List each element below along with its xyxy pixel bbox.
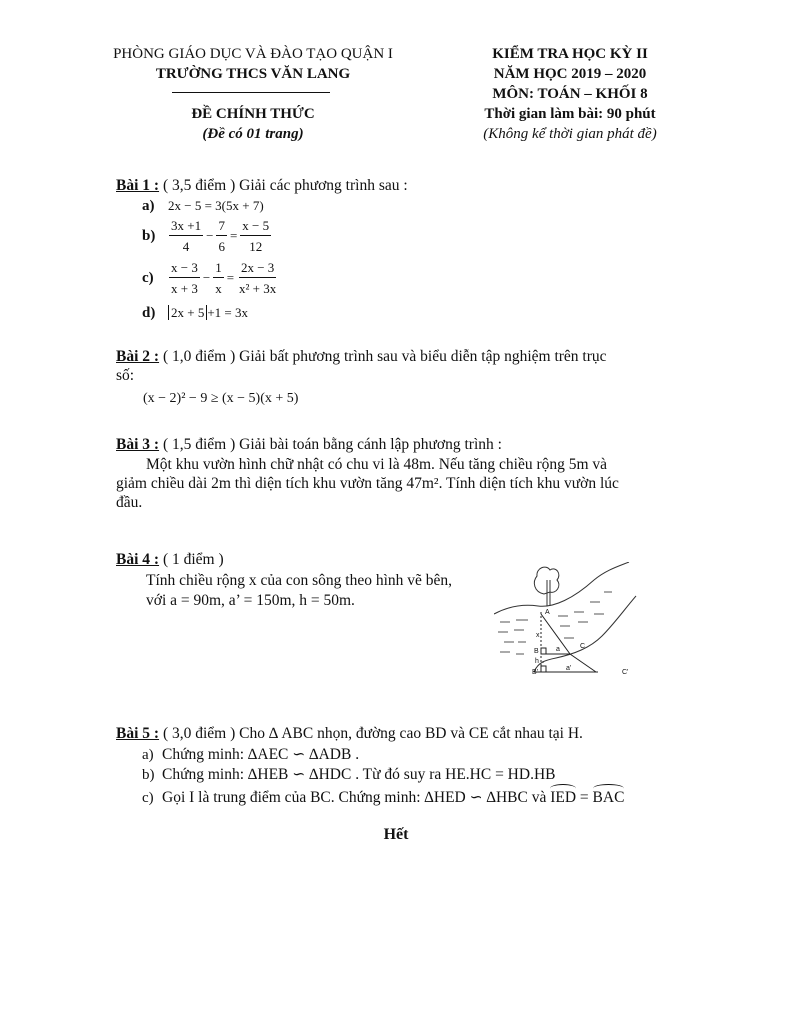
school-name: TRƯỜNG THCS VĂN LANG [155,66,351,82]
problem-3-heading [116,436,502,454]
label-a-prime: a' [566,665,572,672]
item-label: c) [142,790,154,806]
water-lines [498,592,612,654]
subject: MÔN: TOÁN – KHỐI 8 [492,86,648,102]
fraction: $\frac{7}{6}$ [218,218,225,254]
label-B: B [534,648,539,655]
problem-2-desc-cont: số: [116,367,135,384]
problem-3-text-line3: đầu. [116,494,143,511]
angle-BAC: BAC [592,789,625,806]
problem-2-desc: ( 1,0 điểm ) Giải bất phương trình sau và biểu diễn tập nghiệm trên trục [159,348,607,365]
label-B-prime: B' [532,669,539,674]
problem-2-heading [116,348,607,366]
fraction: $\frac{x - 5}{12}$ [242,218,270,254]
problem-5a [142,745,359,764]
label-C: C [580,643,586,650]
problem-5c [142,788,624,807]
equation-1d-rest: +1 = 3x [207,305,249,320]
problem-4-text-line1: Tính chiều rộng x của con sông theo hình vẽ bên, [146,572,453,589]
fraction: $\frac{2x - 3}{\text{x² + 3x}}$ [239,260,277,296]
inequality: (x − 2)² − 9 ≥ (x − 5)(x + 5) [143,391,299,406]
header-divider [172,92,330,93]
problem-1b: b) $\frac{3x +1}{4}$ − $\frac{7}{6}$ = $\frac{x - 5}{12}$ [142,218,270,254]
item-label: a) [142,747,154,763]
problem-4-desc: ( 1 điểm ) [159,551,224,568]
official-label: ĐỀ CHÍNH THỨC [191,106,315,122]
absolute-value: 2x + 5 [168,305,207,320]
problem-5a-text: Chứng minh: ∆AEC ∽ ∆ADB . [162,746,360,763]
item-label: d) [142,305,156,321]
problem-3-desc: ( 1,5 điểm ) Giải bài toán bằng cánh lập phương trình : [159,436,502,453]
equals-sign: = [576,789,593,806]
problem-1-desc: ( 3,5 điểm ) Giải các phương trình sau : [159,177,408,194]
time-limit: Thời gian làm bài: 90 phút [484,106,656,122]
problem-1c: c) $\frac{x - 3}{x + 3}$ − $\frac{1}{x}$ = $\frac{2x - 3}{\text{x² + 3x}}$ [142,260,277,296]
item-label: c) [142,269,154,286]
label-C-prime: C' [622,669,629,674]
time-note: (Không kể thời gian phát đề) [483,126,657,142]
item-label: a) [142,198,155,214]
problem-1-heading [116,177,408,195]
problem-5-title: Bài 5 : [116,725,160,742]
problem-4-text-line2: với a = 90m, a’ = 150m, h = 50m. [146,592,355,609]
problem-5c-text: Gọi I là trung điểm của BC. Chứng minh: ∆HED ∽ ∆HBC và [162,789,551,806]
equation-1a: 2x − 5 = 3(5x + 7) [168,198,264,213]
problem-1-title: Bài 1 : [116,177,160,194]
problem-1a [142,197,264,215]
item-label: b) [142,227,156,244]
item-label: b) [142,767,155,783]
problem-5-desc: ( 3,0 điểm ) Cho ∆ ABC nhọn, đường cao BD và CE cắt nhau tại H. [159,725,583,742]
school-year: NĂM HỌC 2019 – 2020 [493,66,647,82]
angle-IED: IED [550,789,577,806]
problem-3-text-line2: giảm chiều dài 2m thì diện tích khu vườn tăng 47m². Tính diện tích khu vườn lúc [116,475,619,492]
problem-5b-text: Chứng minh: ∆HEB ∽ ∆HDC . Từ đó suy ra HE.HC = HD.HB [162,766,556,783]
fraction: $\frac{3x +1}{4}$ [171,218,202,254]
problem-3-text-line1: Một khu vườn hình chữ nhật có chu vi là 48m. Nếu tăng chiều rộng 5m và [146,456,608,473]
tree-icon [534,567,558,606]
exam-title: KIỂM TRA HỌC KỲ II [492,46,648,62]
river-figure [494,562,642,674]
label-A: A [545,609,550,616]
page-count-note: (Đề có 01 trang) [202,126,304,142]
end-marker: Hết [383,826,409,843]
fraction: $\frac{1}{x}$ [215,260,222,296]
label-h: h [535,658,539,665]
problem-3-title: Bài 3 : [116,436,160,453]
label-a: a [556,646,560,653]
problem-4-title: Bài 4 : [116,551,160,568]
problem-2-title: Bài 2 : [116,348,160,365]
construction-lines [534,612,598,672]
problem-4-heading [116,551,224,569]
problem-1d [142,304,248,322]
near-bank [534,596,636,672]
department-name: PHÒNG GIÁO DỤC VÀ ĐÀO TẠO QUẬN I [113,46,393,62]
far-bank [494,562,629,614]
problem-5-heading [116,725,583,743]
label-x: x [536,632,540,639]
problem-5b [142,765,555,784]
fraction: $\frac{x - 3}{x + 3}$ [171,260,198,296]
